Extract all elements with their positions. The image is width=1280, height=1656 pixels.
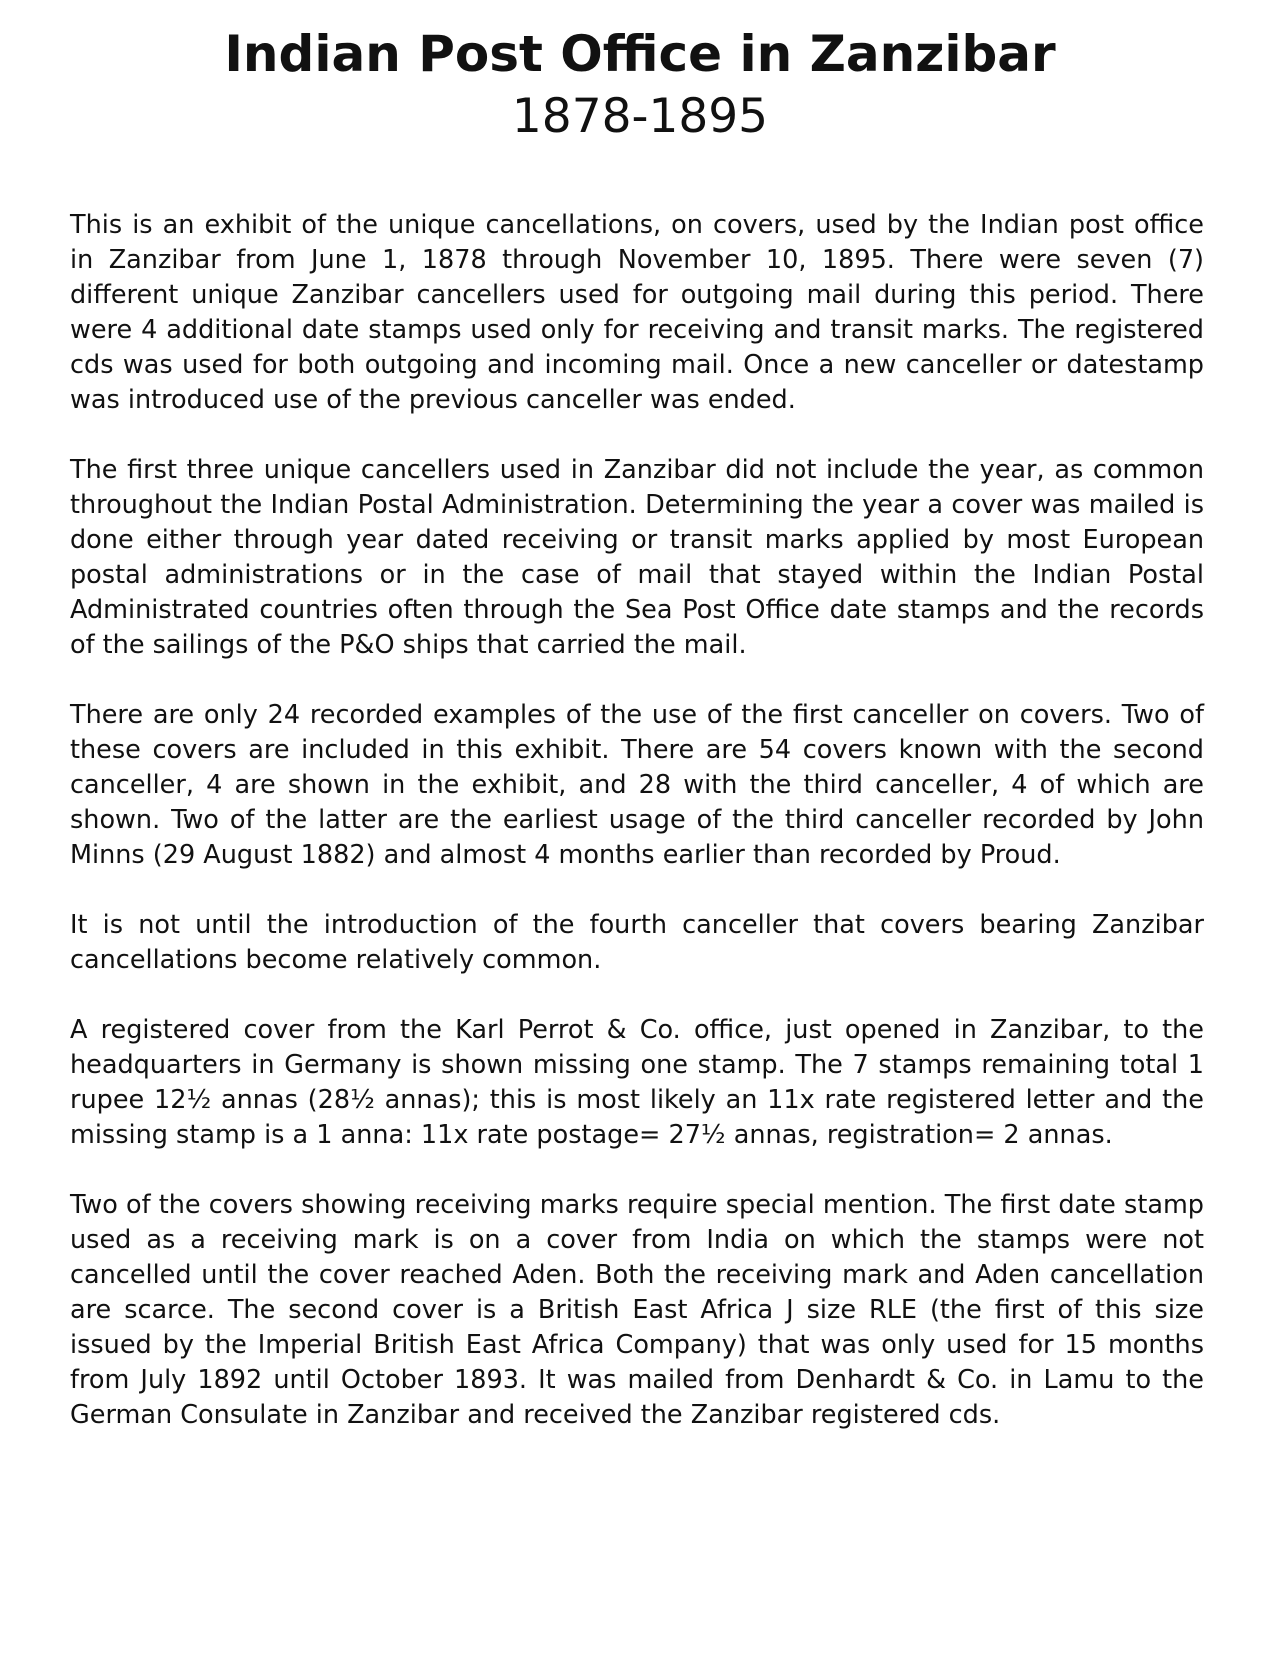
- exhibit-description: [70, 208, 1204, 1468]
- page-subtitle-years: 1878-1895: [511, 89, 769, 144]
- paragraph-registered-cover: A registered cover from the Karl Perrot & Co. office, just opened in Zanzibar, to the headquarters in Germany is shown missing one stamp. The 7 stamps remaining total 1 rupee 12½ annas (28½ annas); this is most likely an 11x rate registered letter and the missing stamp is a 1 anna: 11x rate postage= 27½ annas, registration= 2 annas.: [70, 1015, 1204, 1150]
- paragraph-dating: The first three unique cancellers used in Zanzibar did not include the year, as common throughout the Indian Postal Administration. Determining the year a cover was mailed is done either through year dated receiving or transit marks applied by most European postal administrations or in the case of mail that stayed within the Indian Postal Administrated countries often through the Sea Post Office date stamps and the records of the sailings of the P&O ships that carried the mail.: [70, 455, 1204, 660]
- paragraph-receiving-marks: Two of the covers showing receiving marks require special mention. The first date stamp used as a receiving mark is on a cover from India on which the stamps were not cancelled until the cover reached Aden. Both the receiving mark and Aden cancellation are scarce. The second cover is a British East Africa J size RLE (the first of this size issued by the Imperial British East Africa Company) that was only used for 15 months from July 1892 until October 1893. It was mailed from Denhardt & Co. in Lamu to the German Consulate in Zanzibar and received the Zanzibar registered cds.: [70, 1190, 1204, 1430]
- page-title: Indian Post Office in Zanzibar: [224, 25, 1056, 83]
- paragraph-intro: This is an exhibit of the unique cancellations, on covers, used by the Indian post office in Zanzibar from June 1, 1878 through November 10, 1895. There were seven (7) different unique Zanzibar cancellers used for outgoing mail during this period. There were 4 additional date stamps used only for receiving and transit marks. The registered cds was used for both outgoing and incoming mail. Once a new canceller or datestamp was introduced use of the previous canceller was ended.: [70, 210, 1204, 415]
- paragraph-recorded-examples: There are only 24 recorded examples of the use of the first canceller on covers. Two of these covers are included in this exhibit. There are 54 covers known with the second canceller, 4 are shown in the exhibit, and 28 with the third canceller, 4 of which are shown. Two of the latter are the earliest usage of the third canceller recorded by John Minns (29 August 1882) and almost 4 months earlier than recorded by Proud.: [70, 700, 1204, 870]
- paragraph-fourth-canceller: It is not until the introduction of the fourth canceller that covers bearing Zanzibar cancellations become relatively common.: [70, 910, 1204, 975]
